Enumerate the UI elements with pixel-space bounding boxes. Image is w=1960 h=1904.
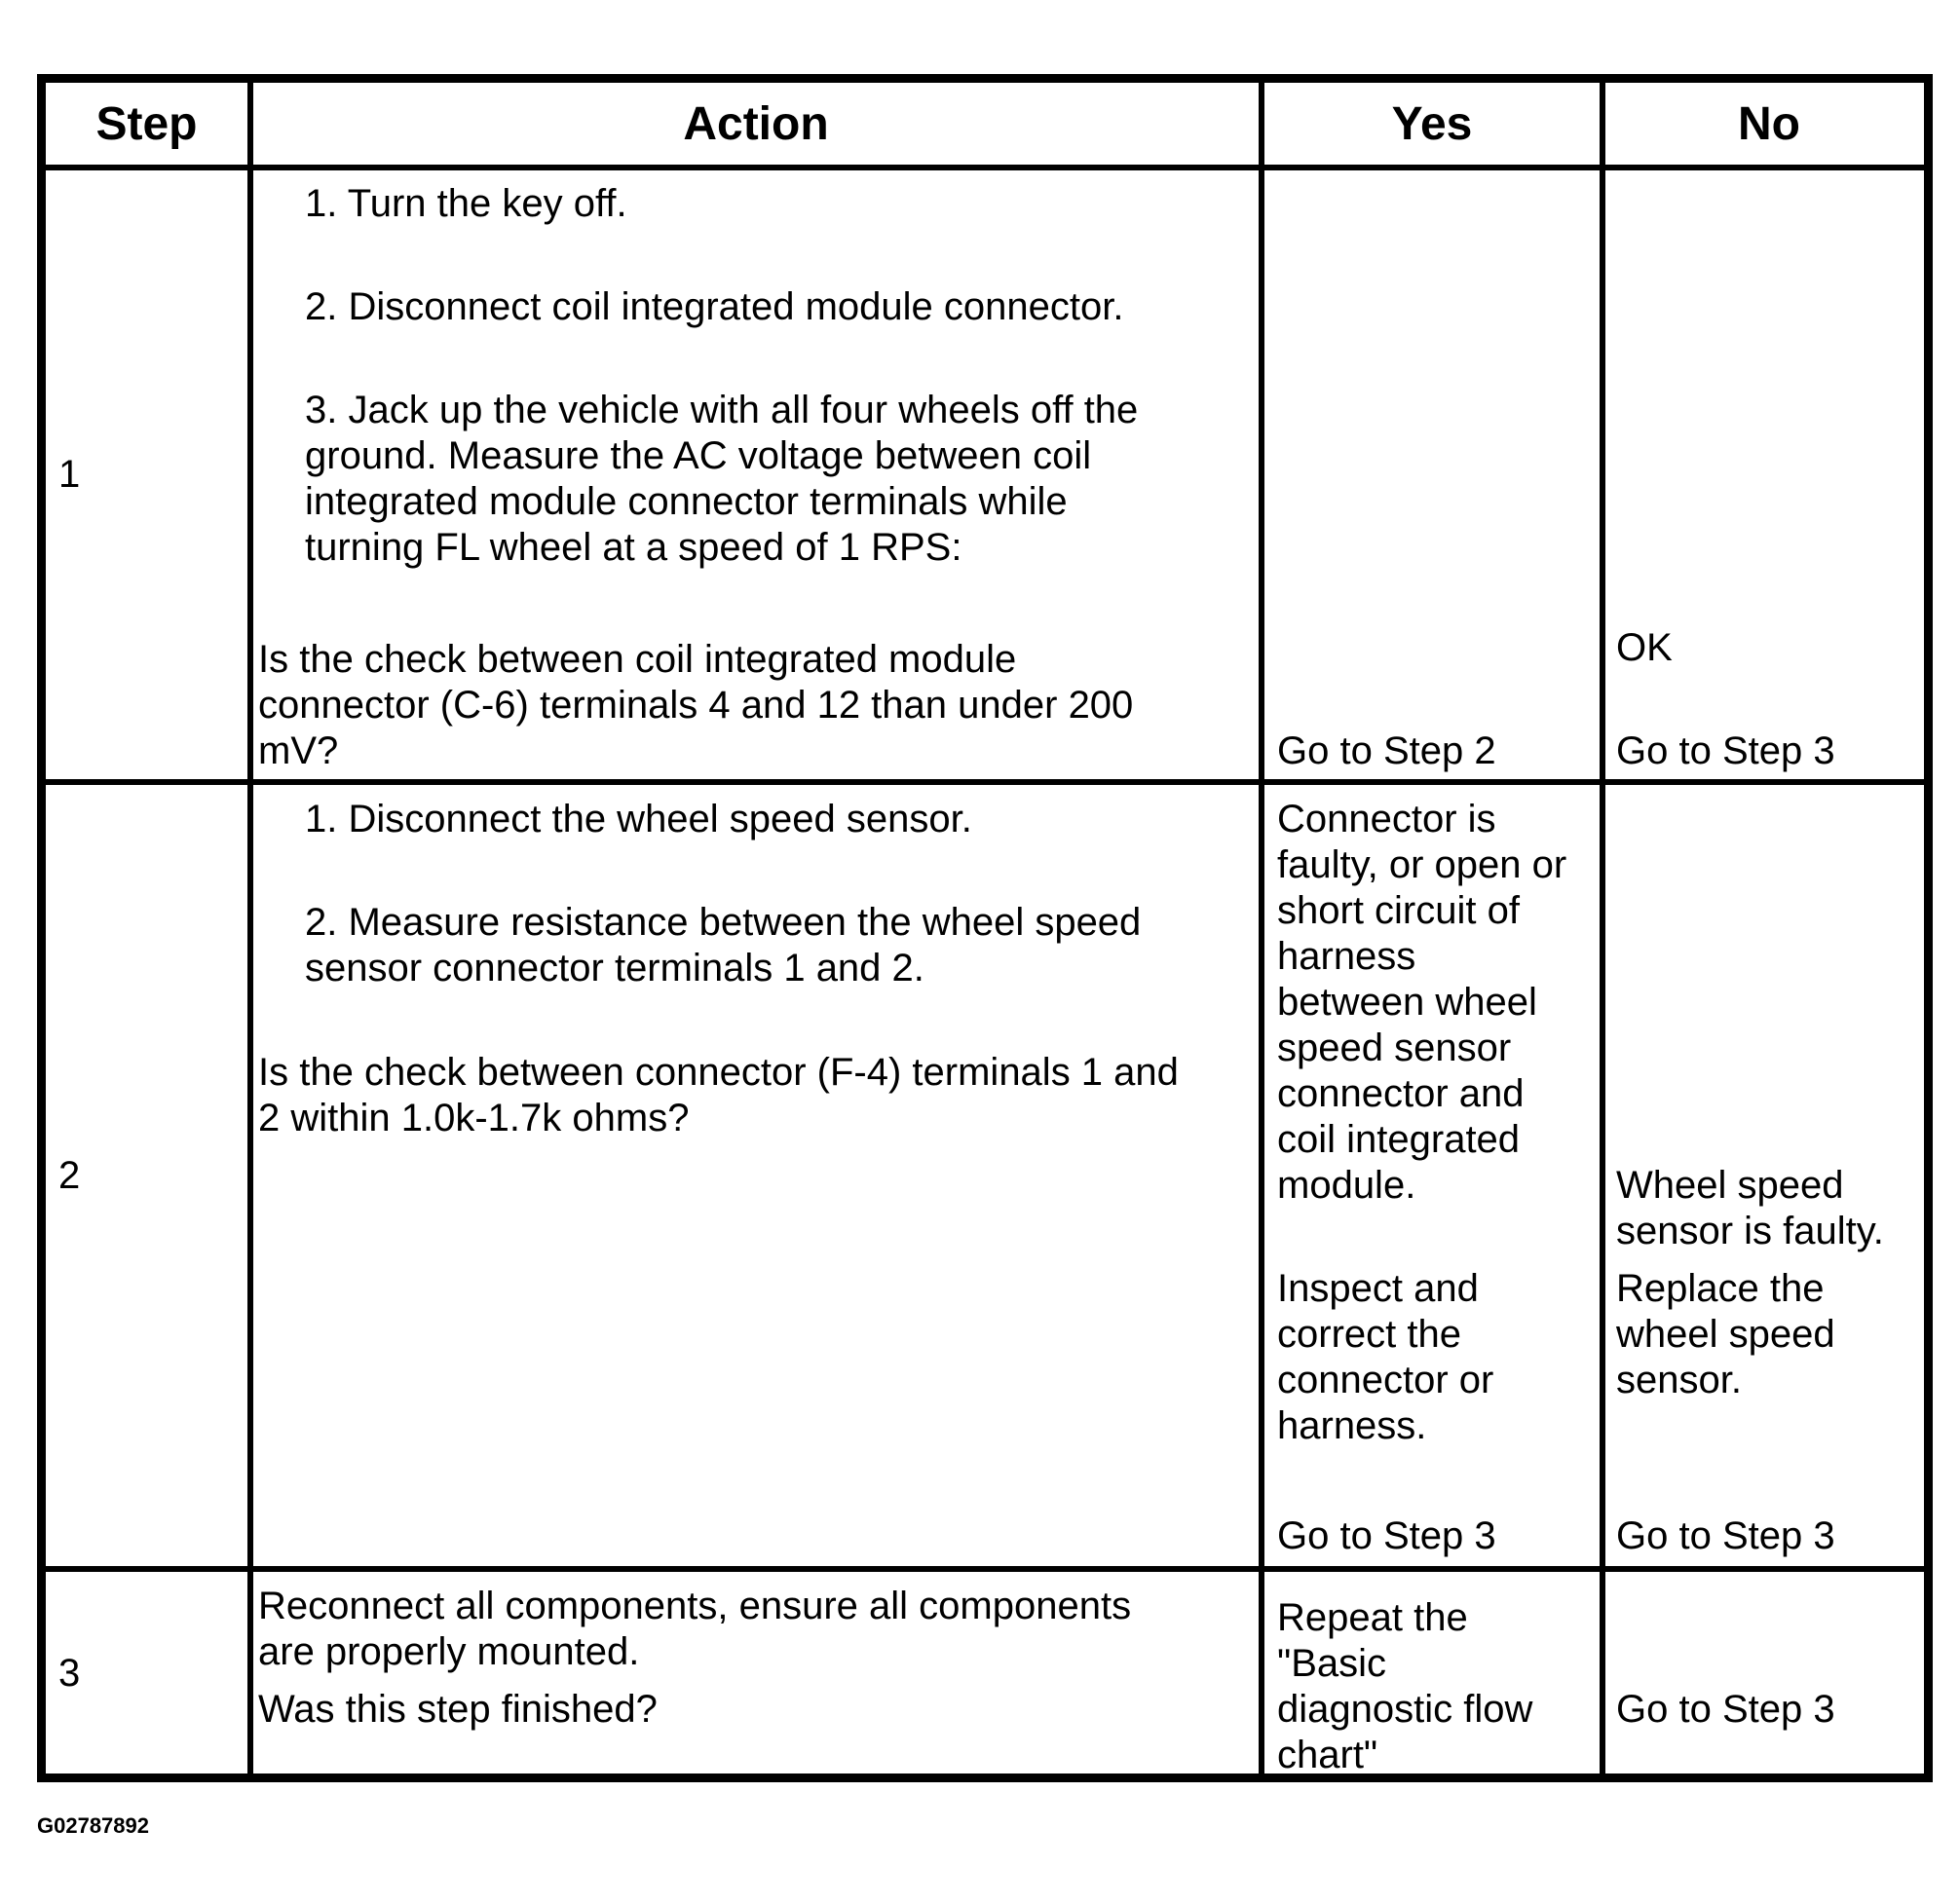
action-item: 2. Disconnect coil integrated module connector. — [305, 285, 1124, 328]
action-item: 1. Turn the key off. — [305, 182, 627, 225]
row-divider — [46, 779, 1924, 785]
no-result: Go to Step 3 — [1616, 729, 1835, 772]
column-divider — [1259, 83, 1264, 1773]
yes-result: Go to Step 3 — [1277, 1514, 1496, 1557]
action-item: 3. Jack up the vehicle with all four wheels off the ground. Measure the AC voltage between coil integrated module connector terminals while turning FL wheel at a speed of 1 RPS: — [305, 389, 1139, 569]
step-number: 2 — [58, 1153, 81, 1197]
action-item: 1. Disconnect the wheel speed sensor. — [305, 798, 972, 840]
action-item: 2. Measure resistance between the wheel speed sensor connector terminals 1 and 2. — [305, 901, 1142, 989]
no-note: OK — [1616, 626, 1673, 669]
header-action: Action — [683, 97, 829, 150]
action-text: Reconnect all components, ensure all components are properly mounted. — [258, 1585, 1132, 1673]
yes-result: Go to Step 2 — [1277, 729, 1496, 772]
action-question: Is the check between connector (F-4) terminals 1 and 2 within 1.0k-1.7k ohms? — [258, 1051, 1179, 1139]
column-divider — [247, 83, 253, 1773]
no-fix: Replace the wheel speed sensor. — [1616, 1267, 1835, 1401]
header-yes: Yes — [1391, 97, 1473, 150]
step-number: 1 — [58, 453, 81, 496]
no-detail: Wheel speed sensor is faulty. — [1616, 1164, 1884, 1252]
diagnostic-table — [37, 74, 1933, 1782]
yes-detail: Connector is faulty, or open or short circuit of harness between wheel speed sensor connector and coil integrated module. — [1277, 798, 1567, 1207]
row-divider — [46, 165, 1924, 170]
header-no: No — [1738, 97, 1800, 150]
action-question: Was this step finished? — [258, 1688, 658, 1731]
yes-fix: Inspect and correct the connector or harness. — [1277, 1267, 1494, 1447]
step-number: 3 — [58, 1652, 81, 1695]
no-result: Go to Step 3 — [1616, 1514, 1835, 1557]
header-step: Step — [95, 97, 198, 150]
no-result: Go to Step 3 — [1616, 1688, 1835, 1731]
figure-code: G02787892 — [37, 1813, 149, 1838]
row-divider — [46, 1566, 1924, 1572]
column-divider — [1600, 83, 1605, 1773]
action-question: Is the check between coil integrated module connector (C-6) terminals 4 and 12 than under 200 mV? — [258, 638, 1134, 772]
yes-result: Repeat the "Basic diagnostic flow chart" — [1277, 1596, 1533, 1776]
